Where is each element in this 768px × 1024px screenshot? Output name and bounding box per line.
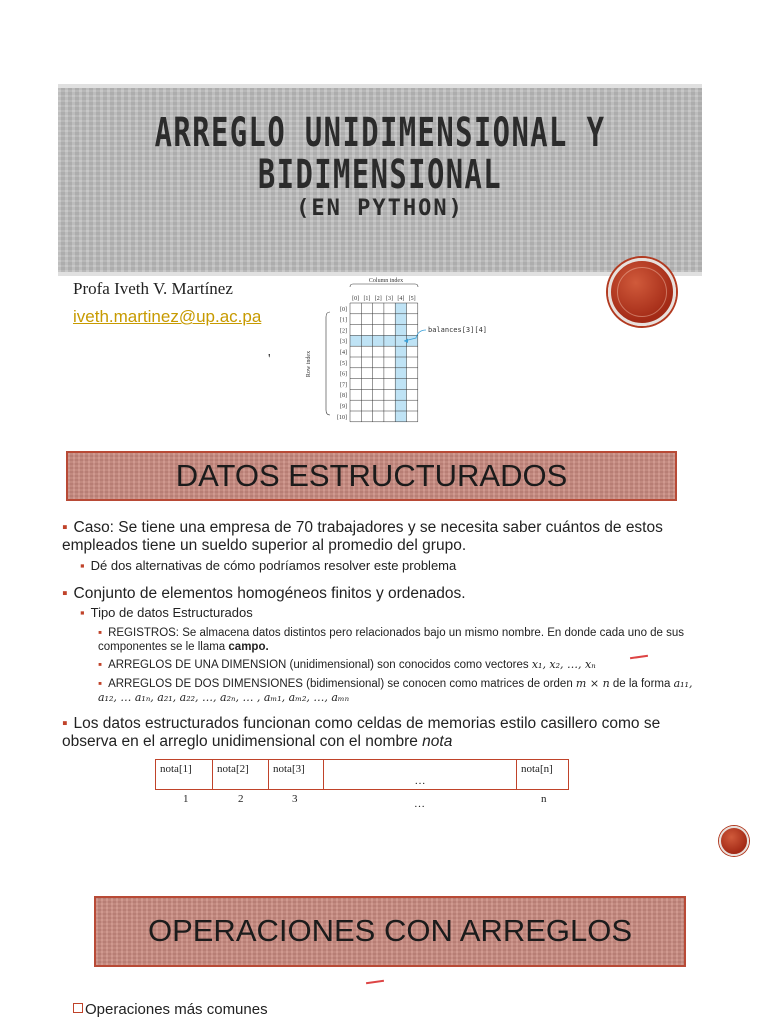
table-index: 2 <box>238 793 244 805</box>
bullet-caso-sub: ▪ Dé dos alternativas de cómo podríamos resolver este problema <box>80 558 457 573</box>
row-header: [10] <box>337 414 347 421</box>
title-line-2: BIDIMENSIONAL <box>257 152 503 198</box>
bullet-marker: ▪ <box>98 678 103 690</box>
row-header: [3] <box>340 339 347 346</box>
decorative-circle <box>608 258 676 326</box>
bullet-marker: ▪ <box>62 585 68 602</box>
col-header: [3] <box>386 296 394 302</box>
bullet-marker: ▪ <box>80 558 85 573</box>
row-header: [7] <box>340 382 347 389</box>
row-header: [2] <box>340 328 347 335</box>
table-cell: nota[3] <box>269 760 324 790</box>
section-heading-datos-estructurados: DATOS ESTRUCTURADOS <box>66 451 677 501</box>
col-header: [0] <box>352 296 360 302</box>
table-index: 1 <box>183 793 189 805</box>
row-header: [9] <box>340 404 347 410</box>
title-line-3: (EN PYTHON) <box>296 196 464 221</box>
row-header: [0] <box>340 306 347 313</box>
bullet-caso: ▪ Caso: Se tiene una empresa de 70 trabajadores y se necesita saber cuántos de estos empleados tiene un sueldo superior al promedio del grupo. <box>62 519 663 554</box>
slide-title <box>58 112 702 222</box>
table-cell-ellipsis: … <box>324 760 517 790</box>
decorative-circle <box>719 826 749 856</box>
bullet-conjunto: ▪ Conjunto de elementos homogéneos finitos y ordenados. <box>62 585 466 602</box>
table-cell: nota[n] <box>517 760 569 790</box>
col-header: [2] <box>374 296 382 302</box>
bullet-tipo: ▪ Tipo de datos Estructurados <box>80 605 253 620</box>
bullet-arreglos-una: ▪ ARREGLOS DE UNA DIMENSION (unidimensional) son conocidos como vectores x₁, x₂, …, xₙ <box>98 658 596 671</box>
bullet-marker: ▪ <box>62 519 68 536</box>
memory-cells-table <box>155 759 569 790</box>
ink-mark <box>366 980 384 984</box>
bullet-marker: ▪ <box>80 605 85 620</box>
diagram-grid <box>337 296 418 422</box>
checkbox-bullet-icon <box>73 1003 83 1013</box>
table-cell: nota[1] <box>156 760 213 790</box>
2d-array-diagram <box>300 272 495 428</box>
row-header: [5] <box>340 360 347 367</box>
bullet-marker: ▪ <box>98 627 103 639</box>
col-header: [5] <box>408 296 416 302</box>
row-index-label: Row index <box>306 350 312 378</box>
col-header: [1] <box>363 296 371 302</box>
table-index: n <box>541 793 547 805</box>
callout-label: balances[3][4] <box>428 326 488 334</box>
col-header: [4] <box>397 296 405 302</box>
bullet-arreglos-dos: ▪ ARREGLOS DE DOS DIMENSIONES (bidimensional) se conocen como matrices de orden m × n de la forma a₁₁, a₁₂, … a₁ₙ, a₂₁, a₂₂, …, a₂ₙ, … , aₘ₁, aₘ₂, …, aₘₙ <box>98 677 693 704</box>
row-header: [4] <box>340 350 347 356</box>
row-header: [1] <box>340 317 347 324</box>
section-heading-operaciones: OPERACIONES CON ARREGLOS <box>94 896 686 967</box>
title-line-1: ARREGLO UNIDIMENSIONAL Y <box>154 110 606 156</box>
highlight-column <box>395 303 406 422</box>
bullet-celdas: ▪ Los datos estructurados funcionan como celdas de memorias estilo casillero como se observa en el arreglo unidimensional con el nombre nota <box>62 715 661 750</box>
row-header: [6] <box>340 371 347 378</box>
list-item-operaciones: Operaciones más comunes <box>73 1001 268 1018</box>
bullet-registros: ▪ REGISTROS: Se almacena datos distintos pero relacionados bajo un mismo nombre. En donde cada uno de sus componentes se le llama campo. <box>98 627 685 653</box>
table-index-ellipsis: … <box>414 798 425 810</box>
author-name: Profa Iveth V. Martínez <box>73 279 233 298</box>
bullet-marker: ▪ <box>98 659 103 671</box>
table-row <box>156 760 569 790</box>
table-index: 3 <box>292 793 298 805</box>
row-header: [8] <box>340 393 347 400</box>
author-email-link[interactable]: iveth.martinez@up.ac.pa <box>73 307 262 326</box>
bullet-marker: ▪ <box>62 715 68 732</box>
column-index-label: Column index <box>368 278 404 284</box>
table-cell: nota[2] <box>213 760 269 790</box>
stray-mark: ' <box>268 352 271 367</box>
